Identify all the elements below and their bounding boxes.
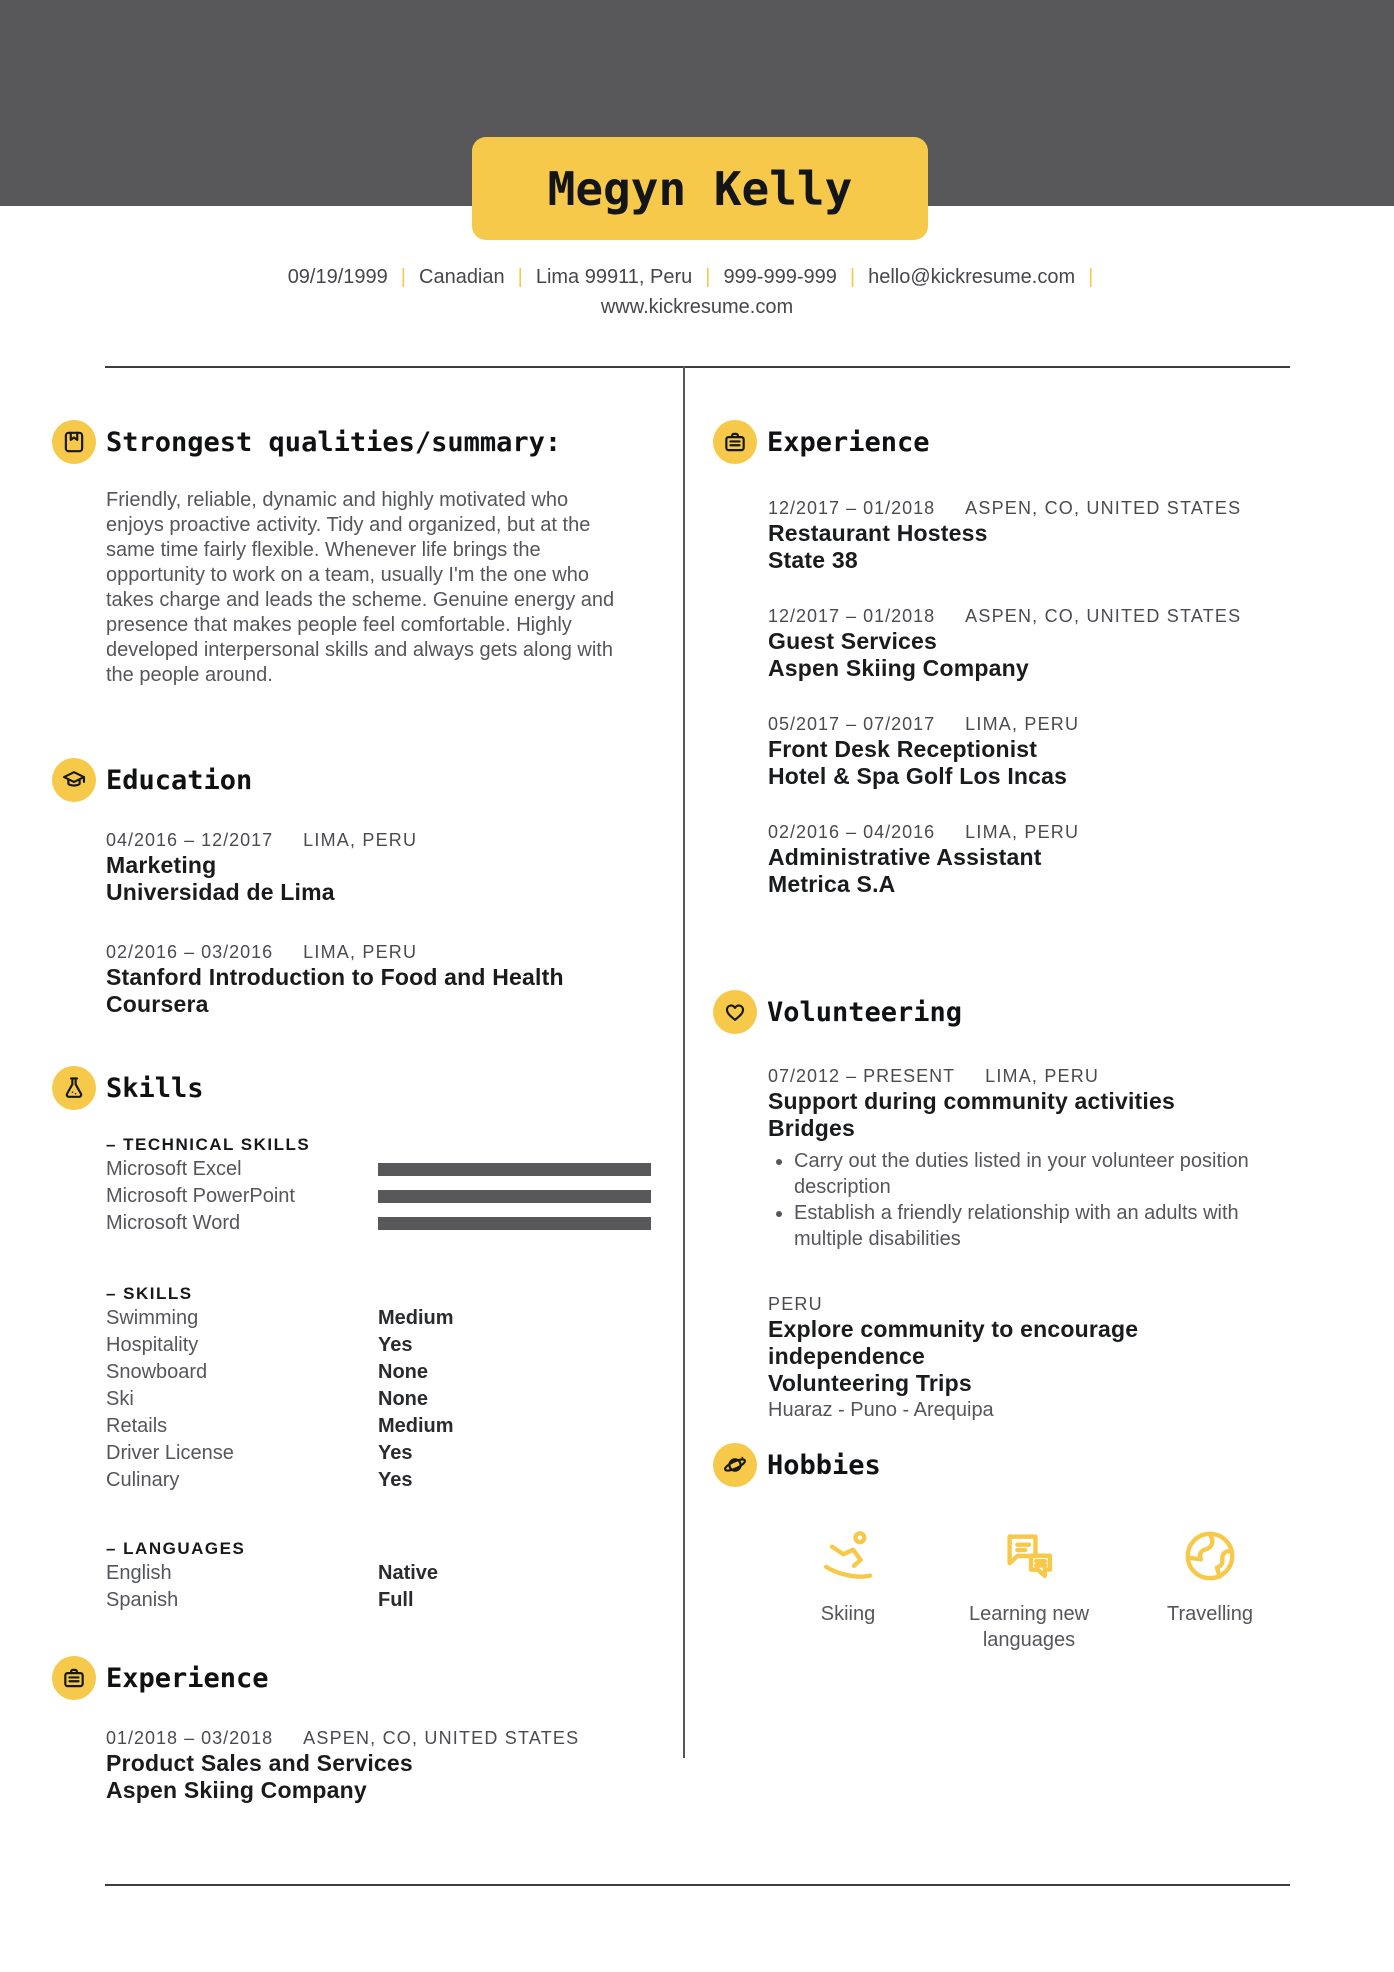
skill-row xyxy=(106,1386,652,1413)
entry-note: Huaraz - Puno - Arequipa xyxy=(768,1399,994,1421)
entry-dateline xyxy=(106,940,652,964)
entry-dates: 07/2012 – PRESENT xyxy=(768,1066,956,1086)
graduation-cap-icon xyxy=(52,758,96,802)
entry-dateline xyxy=(106,828,652,852)
contact-item-birthdate: 09/19/1999 xyxy=(287,266,388,288)
hobby-item xyxy=(1130,1525,1290,1653)
entry-company: Hotel & Spa Golf Los Incas xyxy=(768,763,1068,789)
entry-org: Bridges xyxy=(768,1115,856,1141)
entry-location: LIMA, PERU xyxy=(965,822,1080,842)
experience-header xyxy=(52,1656,652,1700)
subheading-technical-skills: – TECHNICAL SKILLS xyxy=(106,1135,311,1154)
entry-location: LIMA, PERU xyxy=(965,714,1080,734)
top-rule xyxy=(105,366,1290,368)
education-header xyxy=(52,758,652,802)
skill-bar-track xyxy=(378,1163,651,1176)
skill-label: Ski xyxy=(106,1388,134,1410)
hobby-label: Skiing xyxy=(820,1603,876,1625)
entry-dates: 12/2017 – 01/2018 xyxy=(768,498,936,518)
section-title: Education xyxy=(106,764,253,796)
contact-line xyxy=(0,262,1394,292)
skill-label: Retails xyxy=(106,1415,168,1437)
entry-dates: 04/2016 – 12/2017 xyxy=(106,830,274,850)
skill-label: Hospitality xyxy=(106,1334,199,1356)
footer-rule xyxy=(105,1884,1290,1886)
heart-icon xyxy=(713,990,757,1034)
skill-level: Medium xyxy=(378,1307,454,1329)
entry-dates: 12/2017 – 01/2018 xyxy=(768,606,936,626)
contact-item-address: Lima 99911, Peru xyxy=(535,266,693,288)
entry-role: Administrative Assistant xyxy=(768,844,1042,870)
entry-degree: Stanford Introduction to Food and Health xyxy=(106,964,564,990)
summary-header xyxy=(52,420,652,464)
pipe-separator: | xyxy=(705,266,711,288)
entry-role: Product Sales and Services xyxy=(106,1750,413,1776)
skill-label: Swimming xyxy=(106,1307,199,1329)
language-level: Full xyxy=(378,1589,414,1611)
contact-website-line xyxy=(0,292,1394,322)
bullet-item: • Carry out the duties listed in your volunteer position description xyxy=(794,1148,1290,1200)
skill-bar-label: Microsoft PowerPoint xyxy=(106,1185,295,1207)
globe-icon xyxy=(1179,1525,1241,1587)
bookmark-icon xyxy=(52,420,96,464)
skill-bar-label: Microsoft Word xyxy=(106,1212,241,1234)
column-divider xyxy=(683,366,685,1758)
volunteering-header xyxy=(713,990,1290,1034)
speech-bubbles-icon xyxy=(998,1525,1060,1587)
section-experience-left xyxy=(52,1656,652,1804)
skill-level: Yes xyxy=(378,1442,413,1464)
section-title: Hobbies xyxy=(767,1449,881,1481)
entry-location: ASPEN, CO, UNITED STATES xyxy=(303,1728,580,1748)
entry-location: LIMA, PERU xyxy=(303,942,418,962)
language-label: English xyxy=(106,1562,172,1584)
skill-label: Culinary xyxy=(106,1469,180,1491)
entry-role: Guest Services xyxy=(768,628,938,654)
pipe-separator: | xyxy=(849,266,856,288)
entry-location: ASPEN, CO, UNITED STATES xyxy=(965,498,1242,518)
experience-header xyxy=(713,420,1290,464)
planet-icon xyxy=(713,1443,757,1487)
skill-row xyxy=(106,1305,652,1332)
entry-location: PERU xyxy=(768,1294,823,1314)
pipe-separator: | xyxy=(400,266,406,288)
entry-role: Front Desk Receptionist xyxy=(768,736,1038,762)
skills-header xyxy=(52,1066,652,1110)
bullet-item: • Establish a friendly relationship with an adults with multiple disabilities xyxy=(794,1200,1290,1252)
skill-label: Snowboard xyxy=(106,1361,208,1383)
skill-level: None xyxy=(378,1388,428,1410)
briefcase-icon xyxy=(713,420,757,464)
experience-entry xyxy=(106,1726,652,1804)
experience-entry xyxy=(768,712,1290,790)
candidate-name: Megyn Kelly xyxy=(547,161,853,216)
skill-bar-row xyxy=(106,1156,652,1183)
entry-org: Volunteering Trips xyxy=(768,1370,972,1396)
education-entry xyxy=(106,828,652,906)
section-title: Strongest qualities/summary: xyxy=(106,426,562,458)
language-level: Native xyxy=(378,1562,439,1584)
entry-dateline xyxy=(106,1726,652,1750)
hobby-item xyxy=(768,1525,928,1653)
section-summary xyxy=(52,420,652,688)
experience-entry xyxy=(768,820,1290,898)
entry-dates: 01/2018 – 03/2018 xyxy=(106,1728,274,1748)
contact-item-nationality: Canadian xyxy=(419,266,505,288)
contact-item-email[interactable]: hello@kickresume.com xyxy=(868,266,1076,288)
section-title: Volunteering xyxy=(767,996,963,1028)
pipe-separator: | xyxy=(1088,266,1094,288)
section-education xyxy=(52,758,652,1018)
hobby-label: Travelling xyxy=(1167,1603,1253,1625)
section-hobbies xyxy=(713,1443,1290,1653)
entry-school: Universidad de Lima xyxy=(106,879,335,905)
volunteering-entry xyxy=(768,1064,1290,1252)
entry-location: LIMA, PERU xyxy=(985,1066,1100,1086)
volunteering-bullets xyxy=(768,1148,1290,1252)
skill-row xyxy=(106,1440,652,1467)
right-column xyxy=(713,420,1290,1653)
skill-level: Yes xyxy=(378,1469,413,1491)
education-entry xyxy=(106,940,652,1018)
contact-item-phone: 999-999-999 xyxy=(723,266,837,288)
hobby-row xyxy=(768,1525,1290,1653)
skill-row xyxy=(106,1467,652,1494)
skill-bar-row xyxy=(106,1210,652,1237)
entry-location: LIMA, PERU xyxy=(303,830,418,850)
section-title: Experience xyxy=(106,1662,269,1694)
entry-dates: 05/2017 – 07/2017 xyxy=(768,714,936,734)
language-row xyxy=(106,1560,652,1587)
contact-bar xyxy=(0,262,1394,322)
skill-bar-row xyxy=(106,1183,652,1210)
summary-text: Friendly, reliable, dynamic and highly motivated who enjoys proactive activity. Tidy and organized, but at the same time fairly flexible. Whenever life brings the opportunity to work on a team, usually I'm the one who takes charge and leads the scheme. Genuine energy and presence that makes people feel comfortable. Highly developed interpersonal skills and always gets along with the people around. xyxy=(106,489,615,686)
experience-entry xyxy=(768,496,1290,574)
entry-role: Restaurant Hostess xyxy=(768,520,988,546)
entry-company: State 38 xyxy=(768,547,858,573)
entry-role: Support during community activities xyxy=(768,1088,1175,1114)
entry-dates: 02/2016 – 04/2016 xyxy=(768,822,936,842)
hobby-label: Learning new languages xyxy=(968,1603,1090,1651)
volunteering-entry xyxy=(768,1292,1290,1423)
section-volunteering xyxy=(713,990,1290,1423)
entry-school: Coursera xyxy=(106,991,209,1017)
entry-degree: Marketing xyxy=(106,852,217,878)
subheading-skills: – SKILLS xyxy=(106,1284,193,1303)
entry-company: Aspen Skiing Company xyxy=(768,655,1029,681)
flask-icon xyxy=(52,1066,96,1110)
skiing-icon xyxy=(817,1525,879,1587)
entry-company: Metrica S.A xyxy=(768,871,896,897)
section-title: Skills xyxy=(106,1072,204,1104)
hobbies-header xyxy=(713,1443,1290,1487)
skill-bar-track xyxy=(378,1217,651,1230)
entry-dates: 02/2016 – 03/2016 xyxy=(106,942,274,962)
entry-location: ASPEN, CO, UNITED STATES xyxy=(965,606,1242,626)
skill-row xyxy=(106,1413,652,1440)
skill-level: None xyxy=(378,1361,428,1383)
section-title: Experience xyxy=(767,426,930,458)
skill-level: Medium xyxy=(378,1415,454,1437)
section-experience-right xyxy=(713,420,1290,898)
skill-row xyxy=(106,1332,652,1359)
website-link[interactable]: www.kickresume.com xyxy=(600,296,794,318)
experience-entry xyxy=(768,604,1290,682)
entry-company: Aspen Skiing Company xyxy=(106,1777,367,1803)
pipe-separator: | xyxy=(517,266,523,288)
skill-label: Driver License xyxy=(106,1442,234,1464)
language-row xyxy=(106,1587,652,1614)
name-plate xyxy=(472,137,928,240)
skill-bar-label: Microsoft Excel xyxy=(106,1158,242,1180)
entry-role: Explore community to encourage independence xyxy=(768,1316,1139,1369)
language-label: Spanish xyxy=(106,1589,179,1611)
skill-level: Yes xyxy=(378,1334,413,1356)
skill-bar-track xyxy=(378,1190,651,1203)
left-column xyxy=(52,420,652,1804)
briefcase-icon xyxy=(52,1656,96,1700)
hobby-item xyxy=(949,1525,1109,1653)
subheading-languages: – LANGUAGES xyxy=(106,1539,246,1558)
skill-row xyxy=(106,1359,652,1386)
section-skills xyxy=(52,1066,652,1614)
